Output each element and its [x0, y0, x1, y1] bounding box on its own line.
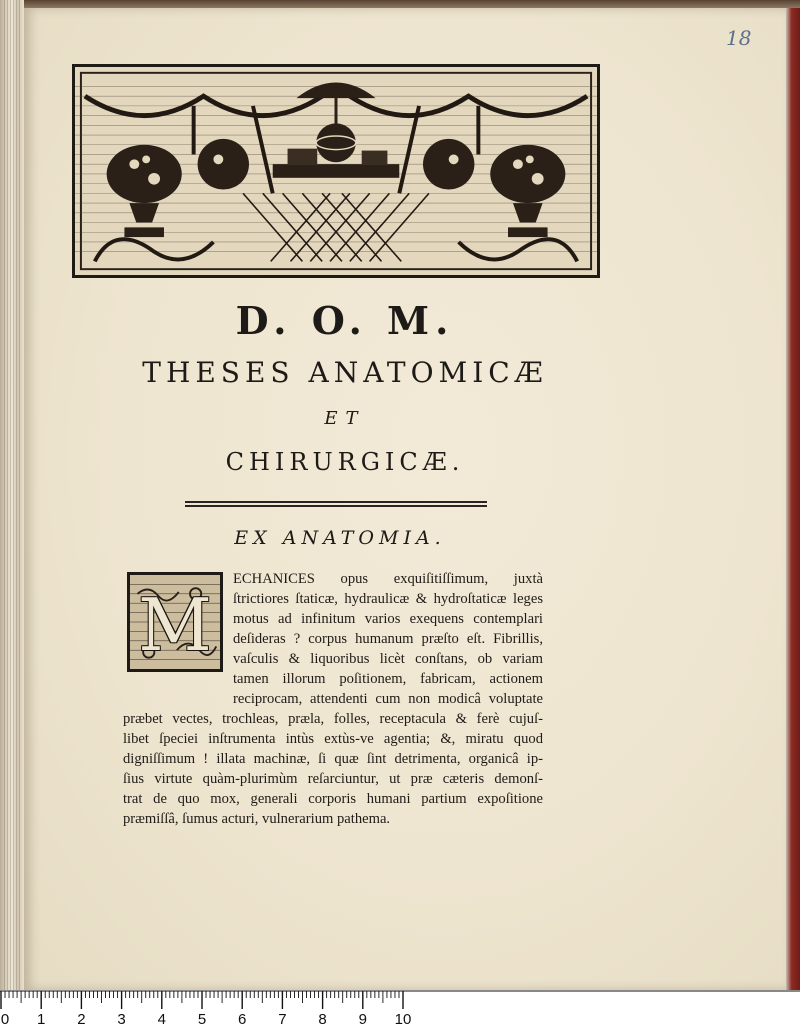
text-line: ECHANICES opus exquiſitiſſimum, juxtà: [233, 571, 543, 587]
text-line: præmiſſâ, ſumus acturi, vulnerarium pathema.: [123, 811, 391, 827]
text-line: reciprocam, attendenti cum non modicâ voluptate: [233, 691, 543, 707]
ruler-label: 1: [37, 1011, 46, 1028]
ruler-label: 4: [157, 1011, 166, 1028]
heading-theses-anatomicae: THESES ANATOMICÆ: [142, 356, 548, 389]
ruler-label: 5: [197, 1011, 207, 1028]
text-line: libet ſpeciei inſtrumenta intùs extùs-ve agentia; &, miratu quod: [123, 731, 543, 747]
book-top-edge: [0, 0, 800, 8]
book-spine: [0, 0, 24, 990]
text-line: trat de quo mox, generali corporis humani partium expoſitione: [123, 791, 543, 807]
ornament-headpiece: [72, 64, 600, 278]
heading-et: ET: [324, 408, 366, 429]
ruler-label: 0: [0, 1011, 10, 1028]
drop-cap-initial: [127, 572, 223, 672]
heading-chirurgicae: CHIRURGICÆ.: [225, 448, 465, 476]
heading-dom: D. O. M.: [235, 298, 455, 343]
text-line: tamen illorum poſitionem, fabricam, actionem: [233, 671, 543, 687]
text-line: digniſſimum ! illata machinæ, ſi quæ ſint detrimenta, organicâ ip-: [123, 751, 543, 767]
ruler-label: 3: [117, 1011, 126, 1028]
text-line: ſius virtute quàm-plurimùm reſarciuntur, ut præ cæteris demonſ-: [123, 771, 543, 787]
ruler-label: 6: [238, 1011, 247, 1028]
book-right-edge: [786, 8, 800, 990]
ruler-label: 9: [358, 1011, 367, 1028]
text-line: ſtrictiores ſtaticæ, hydraulicæ & hydroſtaticæ leges: [233, 591, 543, 607]
text-line: præbet vectes, trochleas, præla, folles, receptacula & ferè cujuſ-: [123, 711, 543, 727]
text-line: deſideras ? corpus humanum præſto eſt. Fibrillis,: [233, 631, 543, 647]
drop-cap-letter: M: [138, 583, 212, 667]
text-line: vaſculis & liquoribus licèt conſtans, ob variam: [233, 651, 543, 667]
ruler-label: 10: [394, 1011, 412, 1028]
ruler-label: 7: [278, 1011, 287, 1028]
text-line: motus ad infinitum varios exequens contemplari: [233, 611, 543, 627]
folio-number: 18: [726, 26, 752, 50]
ruler-label: 8: [318, 1011, 327, 1028]
section-title: EX ANATOMIA.: [234, 527, 446, 549]
ruler-label: 2: [77, 1011, 86, 1028]
double-rule-divider: [185, 501, 487, 507]
